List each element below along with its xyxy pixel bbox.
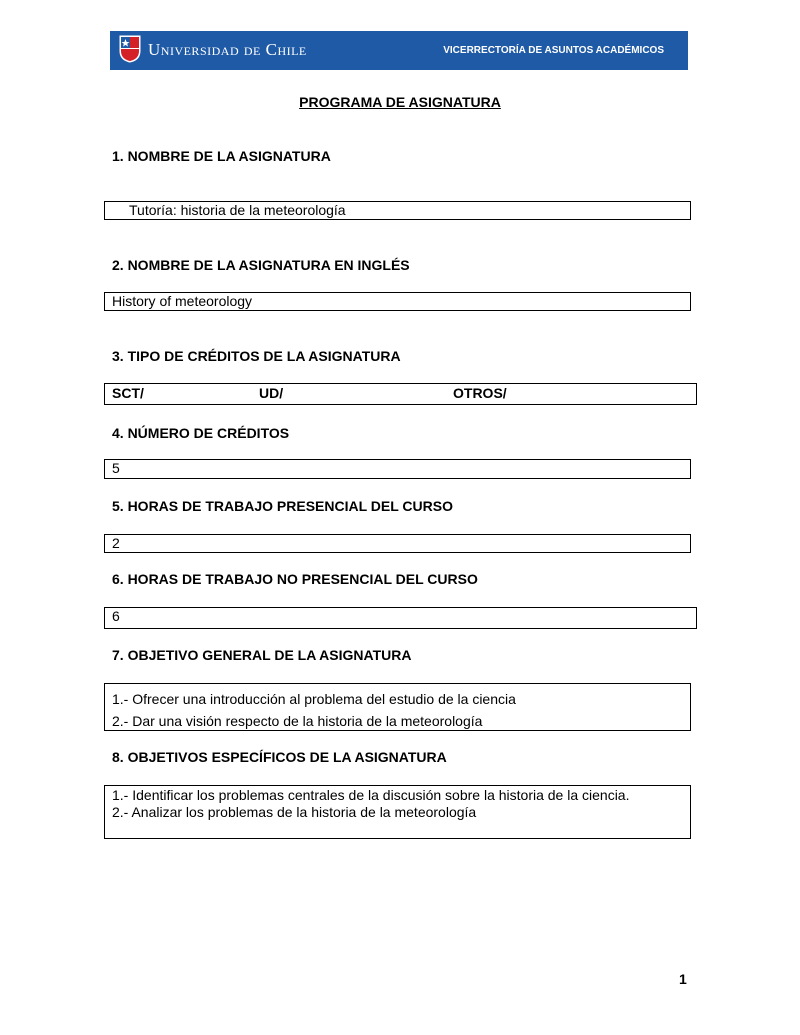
credit-label-otros: OTROS/ [453,385,507,401]
section-heading-objetivo-general: 7. OBJETIVO GENERAL DE LA ASIGNATURA [112,647,412,663]
credit-label-sct: SCT/ [112,385,144,401]
section-heading-nombre-ingles: 2. NOMBRE DE LA ASIGNATURA EN INGLÉS [112,257,410,273]
vicerrectoria-name: VICERRECTORÍA DE ASUNTOS ACADÉMICOS [443,45,664,56]
numero-creditos-box [104,459,691,479]
section-heading-horas-no-presencial: 6. HORAS DE TRABAJO NO PRESENCIAL DEL CURSO [112,571,478,587]
university-name: Universidad de Chile [148,40,307,59]
nombre-value: Tutoría: historia de la meteorología [129,202,346,218]
nombre-ingles-box [104,292,691,311]
objetivos-especificos-item: 2.- Analizar los problemas de la historia de la meteorología [112,804,477,820]
horas-presencial-value: 2 [112,535,120,551]
numero-creditos-value: 5 [112,460,120,476]
tipo-creditos-box [104,383,697,405]
objetivo-general-item: 1.- Ofrecer una introducción al problema del estudio de la ciencia [112,691,516,707]
section-heading-numero-creditos: 4. NÚMERO DE CRÉDITOS [112,425,290,441]
objetivos-especificos-item: 1.- Identificar los problemas centrales de la discusión sobre la historia de la ciencia. [112,787,630,803]
nombre-box [104,201,691,220]
section-heading-nombre: 1. NOMBRE DE LA ASIGNATURA [112,148,331,164]
objetivo-general-box [104,683,691,731]
nombre-ingles-value: History of meteorology [112,293,253,309]
university-shield-icon [119,35,141,63]
objetivos-especificos-box [104,785,691,839]
horas-no-presencial-box [104,607,697,629]
page-title: PROGRAMA DE ASIGNATURA [299,94,501,110]
header-banner [110,31,688,70]
objetivo-general-item: 2.- Dar una visión respecto de la historia de la meteorología [112,713,483,729]
credit-label-ud: UD/ [259,385,284,401]
horas-no-presencial-value: 6 [112,608,120,624]
page-number: 1 [679,971,687,987]
section-heading-horas-presencial: 5. HORAS DE TRABAJO PRESENCIAL DEL CURSO [112,498,453,514]
horas-presencial-box [104,534,691,553]
section-heading-objetivos-especificos: 8. OBJETIVOS ESPECÍFICOS DE LA ASIGNATURA [112,749,447,765]
section-heading-tipo-creditos: 3. TIPO DE CRÉDITOS DE LA ASIGNATURA [112,348,401,364]
